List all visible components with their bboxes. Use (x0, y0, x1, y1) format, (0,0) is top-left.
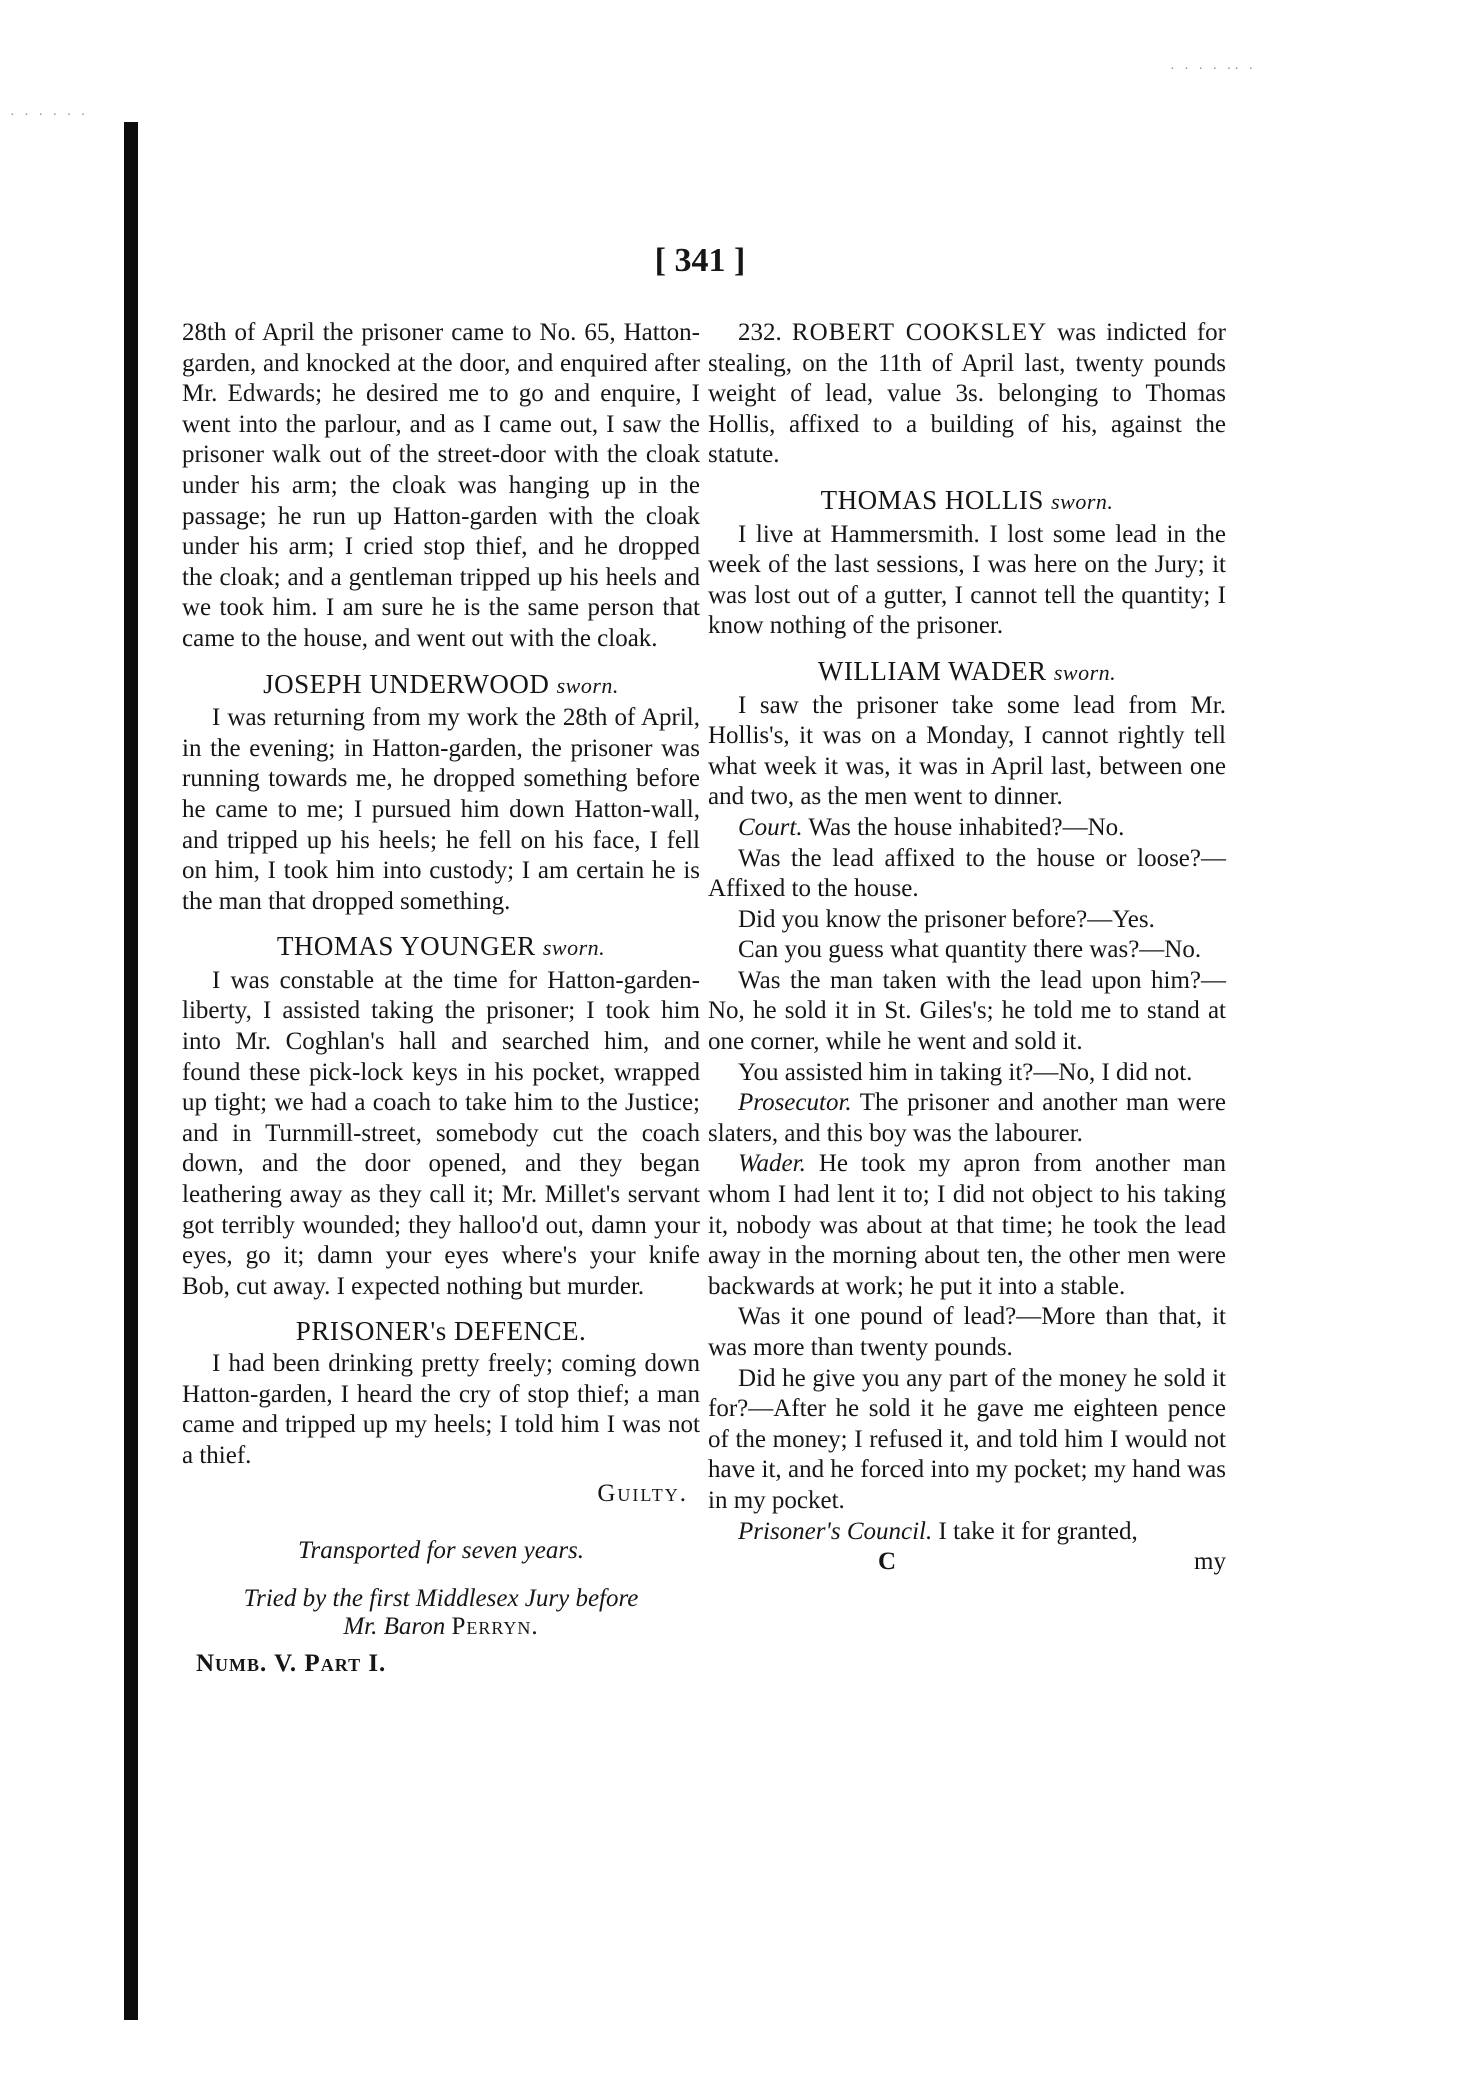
testimony-paragraph: I was constable at the time for Hatton-garden-liberty, I assisted taking the prisoner; I took him into Mr. Coghlan's hall and searched him, and found these pick-lock keys in his pocket, wrapped up tight; we had a coach to take him to the Justice; and in Turnmill-street, somebody cut the coach down, and the door opened, and they began leathering away as they call it; Mr. Millet's servant got terribly wounded; they halloo'd out, damn your eyes, go it; damn your eyes where's your knife Bob, cut away. I expected nothing but murder. (182, 966, 700, 1300)
wader-statement (708, 1149, 1226, 1302)
question-answer: Was it one pound of lead?—More than that, it was more than twenty pounds. (708, 1303, 1226, 1361)
case-paragraph (708, 318, 1226, 471)
testimony-paragraph: I was returning from my work the 28th of April, in the evening; in Hatton-garden, the prisoner was running towards me, he dropped something before he came to me; I pursued him down Hatton-wall, and tripped up his heels; he fell on his face, I fell on him, I took him into custody; I am certain he is the man that dropped something. (182, 704, 700, 915)
judge-name: Perryn. (451, 1612, 539, 1640)
court-question (708, 813, 1226, 844)
trial-note (182, 1585, 700, 1641)
sworn-label: sworn. (1053, 659, 1117, 685)
scan-specks-top-right: · · · · ·· · (1170, 62, 1257, 77)
sworn-label: sworn. (556, 672, 619, 698)
witness-heading (182, 931, 700, 964)
council-statement (708, 1517, 1226, 1548)
case-number: 232. (738, 319, 782, 346)
witness-heading (708, 485, 1226, 518)
sheet-number: Numb. V. Part I. (196, 1649, 387, 1677)
question-answer: Did you know the prisoner before?—Yes. (738, 905, 1155, 933)
sworn-label: sworn. (542, 935, 606, 961)
prosecutor-statement (708, 1088, 1226, 1149)
defence-paragraph: I had been drinking pretty freely; coming down Hatton-garden, I heard the cry of stop thief; a man came and tripped up my heels; I told him I was not a thief. (182, 1350, 700, 1469)
page-spine-shadow (124, 122, 138, 2020)
question-answer: Was the man taken with the lead upon him?—No, he sold it in St. Giles's; he told me to stand at one corner, while he went and sold it. (708, 966, 1226, 1056)
statement-text: The prisoner and another man were slaters, and this boy was the labourer. (708, 1089, 1226, 1147)
witness-name: THOMAS HOLLIS (820, 484, 1044, 515)
speaker-label: Wader. (738, 1150, 806, 1178)
sworn-label: sworn. (1051, 488, 1114, 514)
speaker-label: Court. (738, 813, 803, 841)
question-answer: Can you guess what quantity there was?—No. (738, 936, 1202, 964)
trial-note-line: Tried by the first Middlesex Jury before (243, 1584, 639, 1612)
testimony-paragraph: I saw the prisoner take some lead from Mr. Hollis's, it was on a Monday, I cannot rightly tell what week it was, it was in April last, between one and two, as the men went to dinner. (708, 691, 1226, 811)
page-footer (708, 1547, 1226, 1578)
witness-heading (182, 669, 700, 702)
verdict: Guilty. (597, 1480, 688, 1508)
scan-specks-top-left: · · · · · · (10, 108, 89, 123)
speaker-label: Prisoner's Council. (738, 1517, 933, 1545)
statement-text: I take it for granted, (938, 1517, 1138, 1545)
indictment-text: was indicted for stealing, on the 11th of April last, twenty pounds weight of lead, value 3s. belonging to Thomas Hollis, affixed to a building of his, against the statute. (708, 319, 1227, 469)
testimony-paragraph: 28th of April the prisoner came to No. 65, Hatton-garden, and knocked at the door, and enquired after Mr. Edwards; he desired me to go and enquire, I went into the parlour, and as I came out, I saw the prisoner walk out of the street-door with the cloak under his arm; the cloak was hanging up in the passage; he run up Hatton-garden with the cloak under his arm; I cried stop thief, and he dropped the cloak; and a gentleman tripped up his heels and we took him. I am sure he is the same person that came to the house, and went out with the cloak. (182, 319, 700, 652)
signature-mark: C (878, 1548, 897, 1576)
question-answer: Was the lead affixed to the house or loose?—Affixed to the house. (708, 844, 1226, 903)
trial-note-line: Mr. Baron (343, 1612, 446, 1640)
catchword: my (1194, 1548, 1226, 1576)
question-text: Was the house inhabited?—No. (808, 813, 1125, 841)
defence-heading: PRISONER's DEFENCE. (295, 1316, 587, 1347)
defendant-name: ROBERT COOKSLEY (791, 319, 1048, 346)
statement-text: He took my apron from another man whom I had lent it to; I did not object to his taking it, nobody was about at that time; he took the lead away in the morning about ten, the other men were backwards at work; he put it into a stable. (708, 1150, 1226, 1300)
witness-heading (708, 656, 1226, 689)
witness-name: JOSEPH UNDERWOOD (263, 668, 550, 699)
witness-name: THOMAS YOUNGER (276, 931, 536, 962)
left-column (182, 318, 700, 1679)
page-number: [ 341 ] (654, 242, 746, 279)
sentence: Transported for seven years. (297, 1536, 585, 1564)
question-answer: Did he give you any part of the money he sold it for?—After he sold it he gave me eighteen pence of the money; I refused it, and told him I would not have it, and he forced into my pocket; my hand was in my pocket. (708, 1364, 1226, 1514)
speaker-label: Prosecutor. (738, 1089, 852, 1117)
witness-name: WILLIAM WADER (817, 655, 1047, 686)
question-answer: You assisted him in taking it?—No, I did not. (738, 1058, 1193, 1086)
testimony-paragraph: I live at Hammersmith. I lost some lead in the week of the last sessions, I was here on the Jury; it was lost out of a gutter, I cannot tell the quantity; I know nothing of the prisoner. (708, 520, 1226, 640)
right-column (708, 318, 1226, 1578)
